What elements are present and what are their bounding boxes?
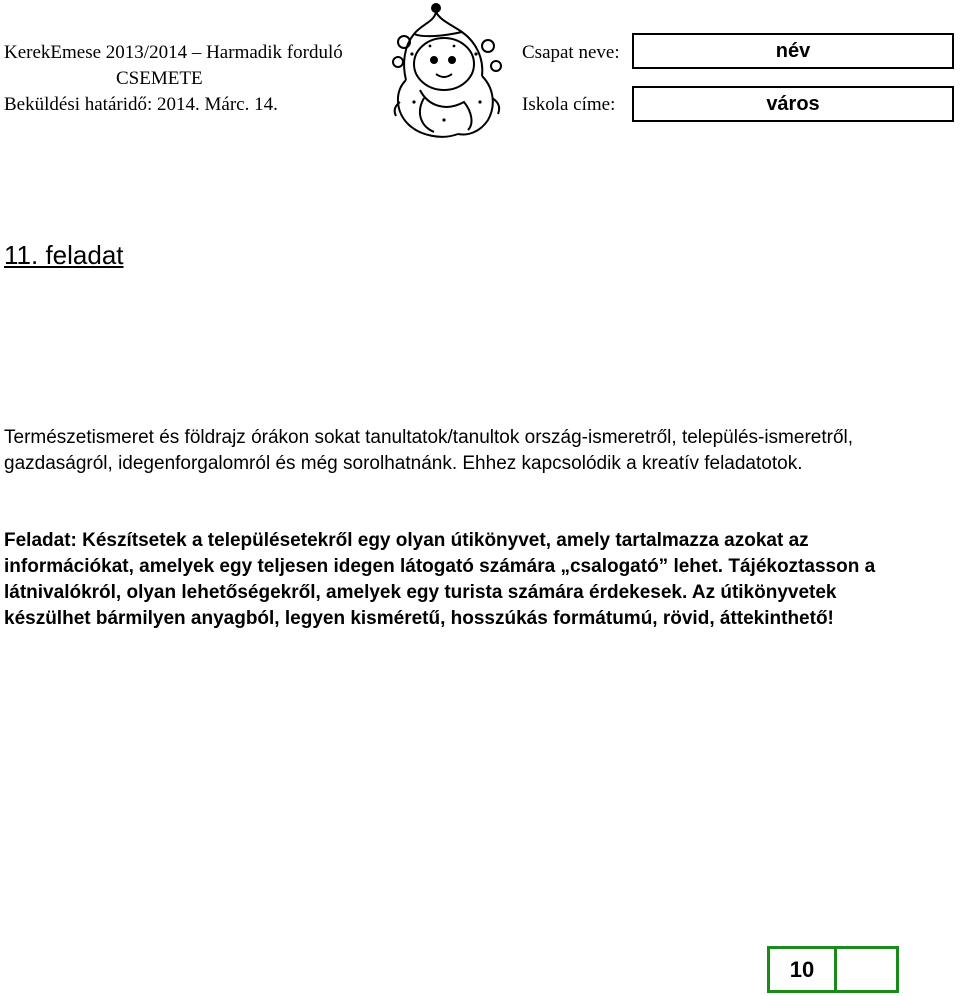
team-name-label: Csapat neve: (522, 42, 620, 63)
score-points: 10 (770, 949, 837, 990)
score-box (767, 946, 899, 993)
task-description: Feladat: Készítsetek a településetekről egy olyan útikönyvet, amely tartalmazza azokat az információkat, amelyek egy teljesen idegen látogató számára „csalogató” lehet. Tájékoztasson a látnivalókról, olyan lehetőségekről, amelyek egy turista számára érdekesek. Az útikönyvetek készülhet bármilyen anyagból, legyen kisméretű, hosszúkás formátumú, rövid, áttekinthető! (4, 530, 876, 629)
header-line-2: CSEMETE (116, 68, 203, 89)
task-title: 11. feladat (4, 240, 124, 270)
score-earned-field[interactable] (837, 949, 896, 990)
school-address-field[interactable]: város (632, 86, 954, 122)
task-intro: Természetismeret és földrajz órákon sokat tanultatok/tanultok ország-ismeretről, település-ismeretről, gazdaságról, idegenforgalomról és még sorolhatnánk. Ehhez kapcsolódik a kreatív feladatotok. (4, 427, 854, 474)
header-line-3: Beküldési határidő: 2014. Márc. 14. (4, 94, 278, 115)
team-name-field[interactable]: név (632, 33, 954, 69)
header-line-1: KerekEmese 2013/2014 – Harmadik forduló (4, 42, 343, 63)
school-address-label: Iskola címe: (522, 94, 616, 115)
mascot-illustration (384, 2, 514, 142)
